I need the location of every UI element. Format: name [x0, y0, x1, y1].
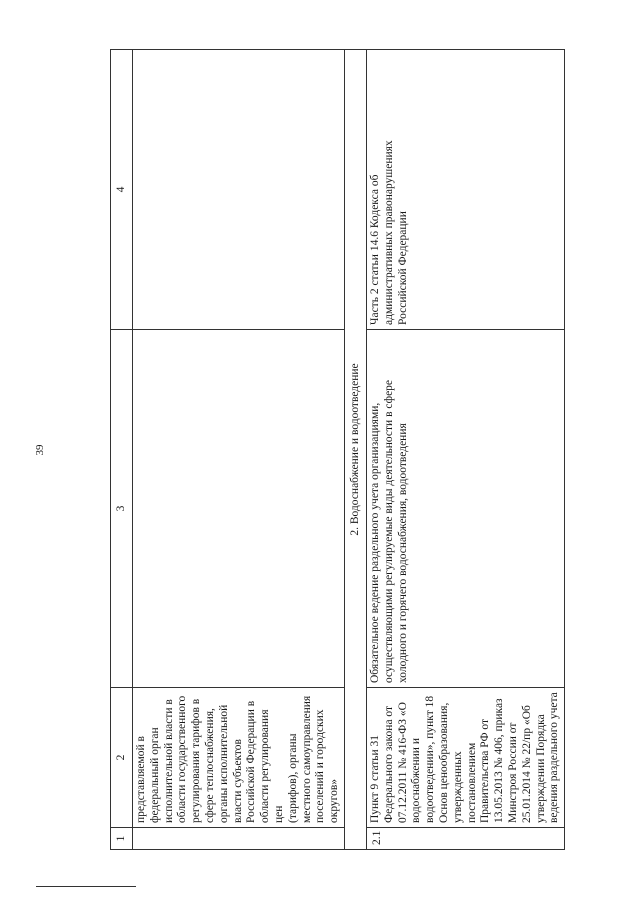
rotated-table-container [110, 50, 561, 850]
row-continuation-requirement [133, 330, 345, 688]
header-col-4: 4 [111, 50, 133, 330]
header-col-3: 3 [111, 330, 133, 688]
requirements-table [110, 49, 565, 850]
page-number: 39 [34, 444, 46, 456]
table-row-continuation [133, 50, 345, 850]
row-continuation-legal-basis: представляемой в федеральный орган исполнительной власти в области государственного регулирования тарифов в сфере теплоснабжения, органы исполнительной власти субъектов Российской Федерации в области регулирования цен (тарифов), органы местного самоуправления поселений и городских округов» [133, 688, 345, 828]
table-header-row [111, 50, 133, 850]
footnote-separator [36, 886, 136, 887]
header-col-1: 1 [111, 828, 133, 850]
row-continuation-liability [133, 50, 345, 330]
row-2-1-legal-basis: Пункт 9 статьи 31 Федерального закона от 07.12.2011 № 416-ФЗ «О водоснабжении и водоотведении», пункт 18 Основ ценообразования, утвержденных постановлением Правительства РФ от 13.05.2013 № 406, приказ Минстроя России от 25.01.2014 № 22/пр «Об утверждении Порядка ведения раздельного учета [366, 688, 564, 828]
row-2-1-liability: Часть 2 статьи 14.6 Кодекса об административных правонарушениях Российской Федерации [366, 50, 564, 330]
row-2-1-number: 2.1 [366, 828, 564, 850]
row-2-1-requirement: Обязательное ведение раздельного учета организациями, осуществляющими регулируемые виды деятельности в сфере холодного и горячего водоснабжения, водоотведения [366, 330, 564, 688]
table-row-2-1 [366, 50, 564, 850]
section-title: 2. Водоснабжение и водоотведение [344, 50, 366, 850]
section-row [344, 50, 366, 850]
header-col-2: 2 [111, 688, 133, 828]
row-continuation-col-1 [133, 828, 345, 850]
